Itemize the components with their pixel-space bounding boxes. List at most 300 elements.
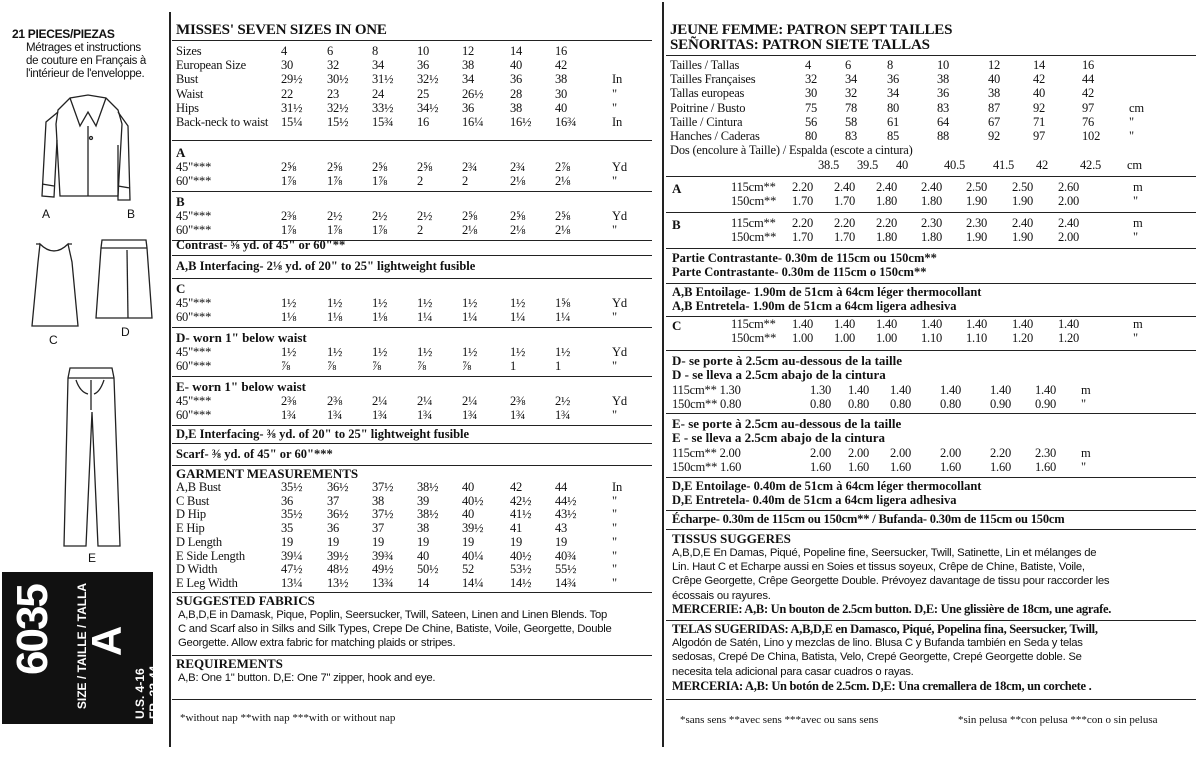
row-value: 4: [281, 44, 288, 58]
row-unit: Yd: [612, 160, 627, 174]
row-value: 2.20: [990, 446, 1012, 460]
section-rule: [666, 55, 1196, 56]
row-value: 31½: [372, 72, 394, 87]
row-value: 8: [372, 44, 379, 58]
row-unit: ": [612, 86, 617, 101]
row-value: 4: [805, 58, 812, 72]
row-value: 8: [887, 58, 894, 72]
row-value: 2.40: [876, 180, 898, 194]
row-value: 2.30: [921, 216, 943, 230]
row-value: 1: [510, 359, 517, 373]
row-value: 1¾: [281, 408, 297, 422]
row-value: 47½: [281, 562, 303, 577]
row-value: 1⅞: [281, 223, 297, 237]
row-value: 2⅜: [510, 394, 526, 408]
row-value: 1¾: [462, 408, 478, 422]
row-unit: ": [612, 223, 617, 237]
row-value: 2.40: [921, 180, 943, 194]
row-value: 2⅝: [372, 160, 388, 174]
row-value: 48½: [327, 562, 349, 577]
jeune-title-es: SEÑORITAS: PATRON SIETE TALLAS: [670, 37, 930, 53]
row-value: 80: [805, 129, 818, 143]
row-value: 1.60: [990, 460, 1012, 474]
mercerie-text: MERCERIE: A,B: Un bouton de 2.5cm button. D,E: Une glissière de 18cm, une agrafe.: [672, 602, 1112, 616]
contrast-fr: Partie Contrastante- 0.30m de 115cm ou 150cm**: [672, 251, 937, 265]
row-value: 34: [887, 86, 900, 101]
de-entoilage-fr: D,E Entoilage- 0.40m de 51cm à 64cm léger thermocollant: [672, 479, 982, 493]
row-label: Tailles Françaises: [670, 72, 756, 87]
row-value: 2½: [417, 209, 433, 223]
de-entretela-es: D,E Entretela- 0.40m de 51cm a 64cm ligera adhesiva: [672, 493, 957, 507]
row-value: 1.60: [1035, 460, 1057, 474]
section-rule: [172, 376, 652, 377]
row-value: 55½: [555, 562, 577, 577]
row-value: ⅞: [327, 359, 337, 373]
row-label: Tallas europeas: [670, 86, 745, 101]
row-value: 22: [281, 86, 294, 101]
row-value: 35½: [281, 480, 303, 494]
row-value: 1½: [372, 345, 388, 359]
row-unit: m: [1081, 446, 1091, 460]
row-value: 30: [555, 86, 568, 101]
row-label: C Bust: [176, 493, 210, 508]
row-value: 61: [887, 114, 900, 129]
row-value: ⅞: [462, 359, 472, 373]
row-value: 30: [281, 58, 294, 73]
row-value: 1¾: [327, 408, 343, 422]
telas-text-line: Algodón de Satén, Lino y mezclas de lino. Blusa C y Bufanda también en Seda y telas: [672, 637, 1083, 650]
row-value: 42: [555, 58, 568, 73]
left-column-divider: [169, 12, 171, 747]
row-value: 1.70: [792, 230, 814, 244]
dos-value: 40.5: [944, 158, 966, 172]
row-value: 78: [845, 100, 858, 115]
row-label: 150cm** 0.80: [672, 397, 742, 411]
row-value: 0.90: [1035, 397, 1057, 411]
row-value: 16¼: [462, 115, 484, 129]
row-value: 40: [417, 548, 430, 563]
row-value: 2: [417, 174, 424, 188]
size-letter: A: [83, 625, 130, 657]
de-interfacing-note: D,E Interfacing- ⅜ yd. of 20" to 25" lightweight fusible: [176, 427, 470, 441]
row-label: E Side Length: [176, 548, 245, 563]
row-unit: ": [612, 575, 617, 590]
contrast-es: Parte Contrastante- 0.30m de 115cm o 150cm**: [672, 265, 927, 279]
row-value: 92: [988, 129, 1001, 143]
row-unit: ": [1133, 230, 1138, 244]
dos-unit: cm: [1127, 158, 1142, 172]
row-value: 1.20: [1058, 331, 1080, 345]
section-rule: [172, 40, 652, 41]
section-rule: [666, 248, 1196, 249]
row-value: 1¾: [417, 408, 433, 422]
row-value: 41½: [510, 507, 532, 522]
row-value: 12: [988, 58, 1001, 72]
row-value: 38: [510, 100, 523, 115]
section-rule: [666, 350, 1196, 351]
row-value: 2⅝: [327, 160, 343, 174]
row-value: 14: [510, 44, 523, 58]
row-value: 29½: [281, 72, 303, 87]
garment-measurements-title: GARMENT MEASUREMENTS: [176, 466, 359, 481]
row-value: 40: [462, 480, 475, 494]
row-value: 2.30: [1035, 446, 1057, 460]
row-value: 2.00: [810, 446, 832, 460]
section-title: C: [672, 318, 682, 333]
row-value: 40: [555, 100, 568, 115]
row-label: 60"***: [176, 408, 212, 422]
row-value: 40: [462, 507, 475, 522]
dos-value: 41.5: [993, 158, 1015, 172]
row-value: 2.00: [890, 446, 912, 460]
section-rule: [172, 191, 652, 192]
row-value: 58: [845, 114, 858, 129]
row-value: 75: [805, 100, 818, 115]
row-value: 14: [1033, 58, 1046, 72]
fabrics-text-line: A,B,D,E in Damask, Pique, Poplin, Seersucker, Twill, Sateen, Linen and Linen Blends. Top: [178, 609, 608, 621]
dos-value: 39.5: [857, 158, 879, 172]
misses-footnote: *without nap **with nap ***with or without nap: [180, 712, 396, 724]
row-value: 0.80: [848, 397, 870, 411]
misses-title: MISSES' SEVEN SIZES IN ONE: [176, 22, 387, 38]
row-value: 39¾: [372, 548, 394, 563]
row-value: 36: [281, 493, 294, 508]
row-value: 1.70: [834, 194, 856, 208]
row-value: 2.30: [966, 216, 988, 230]
row-value: 13½: [327, 575, 349, 590]
row-value: 14½: [510, 575, 532, 590]
row-value: 36: [327, 521, 340, 536]
view-d-skirt-drawing: [96, 240, 152, 318]
row-unit: In: [612, 480, 623, 494]
row-unit: ": [612, 174, 617, 188]
row-value: 32½: [327, 100, 349, 115]
row-value: 6: [327, 44, 334, 58]
tissus-text-line: Crêpe Georgette, Crêpe Georgette Double. Prévoyez davantage de tissu pour raccorder les: [672, 575, 1110, 588]
row-value: 2.40: [1012, 216, 1034, 230]
fr-instr-line: l'intérieur de l'enveloppe.: [26, 68, 145, 80]
row-value: 1.70: [792, 194, 814, 208]
row-label: 45"***: [176, 345, 212, 359]
row-value: 44½: [555, 493, 577, 508]
row-value: 1.80: [876, 230, 898, 244]
row-label: Back-neck to waist: [176, 115, 269, 129]
row-value: 38: [988, 86, 1001, 101]
row-unit: ": [612, 493, 617, 508]
row-label: 150cm**: [731, 194, 777, 208]
fabrics-text-line: Georgette. Allow extra fabric for matching plaids or stripes.: [178, 637, 456, 650]
row-value: 36: [887, 72, 900, 87]
row-value: 38: [372, 493, 385, 508]
row-value: 37½: [372, 507, 394, 522]
row-value: 37: [372, 521, 385, 536]
row-label: D Width: [176, 562, 218, 577]
section-rule: [666, 699, 1196, 700]
row-value: 50½: [417, 562, 439, 577]
row-value: 85: [887, 129, 900, 143]
row-label: Bust: [176, 72, 199, 87]
row-value: 1.00: [876, 331, 898, 345]
requirements-title: REQUIREMENTS: [176, 656, 283, 671]
row-value: 19: [555, 534, 568, 549]
row-label: 150cm**: [731, 230, 777, 244]
row-value: 36½: [327, 507, 349, 522]
row-value: 14¼: [462, 575, 484, 590]
row-value: 53½: [510, 562, 532, 577]
row-value: 28: [510, 86, 523, 101]
row-label: Hanches / Caderas: [670, 129, 760, 143]
section-rule: [666, 477, 1196, 478]
row-value: 42: [1033, 72, 1046, 87]
row-value: 2½: [555, 394, 571, 408]
section-title: E- worn 1" below waist: [176, 379, 306, 394]
dos-value: 40: [896, 158, 909, 172]
row-unit: m: [1133, 180, 1143, 194]
row-value: 16½: [510, 115, 532, 129]
requirements-text: A,B: One 1" button. D,E: One 7" zipper, hook and eye.: [178, 672, 436, 684]
garment-line-drawings: [0, 0, 170, 600]
fr-instr-line: Métrages et instructions: [26, 42, 141, 54]
row-value: 1.40: [792, 317, 814, 331]
section-rule: [666, 413, 1196, 414]
row-label: 45"***: [176, 394, 212, 408]
row-value: 33½: [372, 100, 394, 115]
tissus-text-line: A,B,D,E En Damas, Piqué, Popeline fine, Seersucker, Twill, Satinette, Lin et mélanges de: [672, 547, 1097, 559]
scarf-note: Scarf- ⅜ yd. of 45" or 60"***: [176, 447, 333, 461]
row-value: 1½: [281, 296, 297, 310]
row-value: 2¾: [462, 160, 478, 174]
row-value: 1.80: [921, 194, 943, 208]
row-value: 2.60: [1058, 180, 1080, 194]
row-value: 40: [510, 58, 523, 73]
row-unit: m: [1133, 216, 1143, 230]
row-value: 2⅜: [281, 209, 297, 223]
row-value: 32: [327, 58, 340, 73]
row-value: 1½: [462, 345, 478, 359]
row-value: 1¾: [555, 408, 571, 422]
row-value: 35: [281, 521, 294, 536]
row-label: 115cm** 2.00: [672, 446, 741, 460]
row-value: 35½: [281, 507, 303, 522]
row-value: 12: [462, 44, 475, 58]
row-value: 37: [327, 493, 340, 508]
row-label: 60"***: [176, 310, 212, 324]
row-label: A,B Bust: [176, 480, 221, 494]
row-value: 16: [555, 44, 568, 58]
row-value: 0.80: [810, 397, 832, 411]
row-value: 1.90: [966, 230, 988, 244]
size-label: SIZE / TAILLE / TALLA: [75, 582, 89, 710]
row-label: 60"***: [176, 174, 212, 188]
row-unit: In: [612, 115, 623, 129]
row-value: 1½: [281, 345, 297, 359]
row-value: 2⅝: [462, 209, 478, 223]
row-value: 1.30: [810, 383, 832, 397]
row-value: 97: [1033, 129, 1046, 143]
row-value: 19: [327, 534, 340, 549]
row-value: 1½: [327, 345, 343, 359]
row-value: 2⅝: [417, 160, 433, 174]
ab-interfacing-note: A,B Interfacing- 2⅛ yd. of 20" to 25" lightweight fusible: [176, 259, 476, 273]
row-value: 83: [937, 100, 950, 115]
row-label: 150cm**: [731, 331, 777, 345]
row-value: 44: [555, 480, 568, 494]
row-value: 2¼: [417, 394, 433, 408]
row-label: Hips: [176, 100, 199, 115]
row-label: 45"***: [176, 296, 212, 310]
row-value: 2.40: [834, 180, 856, 194]
row-value: 1.40: [1058, 317, 1080, 331]
view-c-top-drawing: [32, 244, 78, 326]
row-unit: ": [612, 534, 617, 549]
fabrics-text-line: C and Scarf also in Silks and Silk Types, Crepe De Chine, Batiste, Voile, Georgette, Double: [178, 623, 612, 636]
row-value: 2⅝: [555, 209, 571, 223]
telas-text-line: TELAS SUGERIDAS: A,B,D,E en Damasco, Piqué, Popelina fina, Seersucker, Twill,: [672, 622, 1098, 636]
row-value: 13¾: [372, 575, 394, 590]
row-value: 2⅛: [510, 223, 526, 237]
row-value: 1.10: [966, 331, 988, 345]
row-value: 36: [937, 86, 950, 101]
row-unit: ": [612, 562, 617, 577]
tissus-text-line: écossais ou rayures.: [672, 589, 771, 602]
row-value: 1⅞: [372, 174, 388, 188]
row-value: 1.60: [890, 460, 912, 474]
row-value: 87: [988, 100, 1001, 115]
row-label: Poitrine / Busto: [670, 100, 746, 115]
row-value: 15¾: [372, 115, 394, 129]
row-value: 67: [988, 114, 1001, 129]
row-value: 40: [1033, 86, 1046, 101]
row-value: 64: [937, 114, 950, 129]
dos-value: 42.5: [1080, 158, 1102, 172]
row-value: 15¼: [281, 115, 303, 129]
row-label: 60"***: [176, 223, 212, 237]
section-title: B: [176, 194, 185, 209]
jeune-title-fr: JEUNE FEMME: PATRON SEPT TAILLES: [670, 22, 953, 38]
row-value: 1.90: [966, 194, 988, 208]
row-value: ⅞: [372, 359, 382, 373]
row-value: 42: [510, 480, 523, 494]
row-value: 1.40: [990, 383, 1012, 397]
row-value: 2.40: [1058, 216, 1080, 230]
row-value: 2¼: [372, 394, 388, 408]
row-value: 32: [845, 86, 858, 101]
row-value: 2⅜: [281, 394, 297, 408]
row-value: 1½: [510, 345, 526, 359]
row-value: 34: [372, 58, 385, 73]
row-value: 2.20: [792, 216, 814, 230]
row-value: 1⅛: [372, 310, 388, 324]
view-label-b: B: [127, 207, 136, 221]
row-value: 2.00: [1058, 230, 1080, 244]
row-value: 10: [937, 58, 950, 72]
row-value: 44: [1082, 72, 1095, 87]
row-value: 43: [555, 521, 568, 536]
row-value: 1.90: [1012, 194, 1034, 208]
row-value: 1.40: [876, 317, 898, 331]
row-value: 1⅞: [327, 223, 343, 237]
row-value: 1.00: [792, 331, 814, 345]
dos-value: 42: [1036, 158, 1049, 172]
row-value: 40½: [462, 493, 484, 508]
row-value: 1¼: [555, 310, 571, 324]
size-range-us: U.S. 4-16: [133, 668, 147, 719]
section-rule: [172, 425, 652, 426]
section-rule: [172, 327, 652, 328]
section-title: B: [672, 217, 681, 232]
row-value: 1.70: [834, 230, 856, 244]
row-value: 38½: [417, 507, 439, 522]
row-label: 45"***: [176, 209, 212, 223]
row-value: 97: [1082, 100, 1095, 115]
row-value: 2.20: [834, 216, 856, 230]
row-unit: m: [1133, 317, 1143, 331]
row-value: 19: [510, 534, 523, 549]
row-value: 1½: [462, 296, 478, 310]
view-label-c: C: [49, 333, 58, 347]
row-value: 31½: [281, 100, 303, 115]
center-column-divider: [662, 2, 664, 747]
row-value: 0.80: [940, 397, 962, 411]
row-value: 24: [372, 86, 385, 101]
row-label: European Size: [176, 58, 246, 73]
row-value: 19: [417, 534, 430, 549]
section-title: C: [176, 281, 186, 296]
row-value: 1½: [417, 296, 433, 310]
footnote-es: *sin pelusa **con pelusa ***con o sin pelusa: [958, 714, 1158, 726]
row-value: 2⅛: [462, 223, 478, 237]
row-value: 2.50: [966, 180, 988, 194]
row-value: 52: [462, 562, 475, 577]
row-label: Tailles / Tallas: [670, 58, 740, 72]
merceria-text: MERCERIA: A,B: Un botón de 2.5cm. D,E: Una cremallera de 18cm, un corchete .: [672, 679, 1092, 693]
row-value: 36: [510, 72, 523, 87]
row-value: 102: [1082, 129, 1101, 143]
row-value: 1.40: [921, 317, 943, 331]
e-note-es: E - se lleva a 2.5cm abajo de la cintura: [672, 430, 886, 445]
row-value: 1.40: [1012, 317, 1034, 331]
row-value: 71: [1033, 114, 1046, 129]
row-value: 16: [417, 115, 430, 129]
row-value: 2.00: [848, 446, 870, 460]
row-value: 2⅜: [327, 394, 343, 408]
row-value: 40½: [510, 548, 532, 563]
contrast-note: Contrast- ⅝ yd. of 45" or 60"**: [176, 238, 346, 252]
section-rule: [666, 283, 1196, 284]
section-title: D- worn 1" below waist: [176, 330, 307, 345]
row-value: 38: [462, 58, 475, 73]
section-rule: [172, 443, 652, 444]
row-value: 56: [805, 114, 818, 129]
row-label: 115cm**: [731, 317, 776, 331]
row-unit: Yd: [612, 345, 627, 359]
echarpe-bufanda-note: Écharpe- 0.30m de 115cm ou 150cm** / Bufanda- 0.30m de 115cm ou 150cm: [672, 512, 1065, 526]
e-note-fr: E- se porte à 2.5cm au-dessous de la taille: [672, 416, 902, 431]
row-value: 39½: [327, 548, 349, 563]
row-unit: ": [612, 548, 617, 563]
row-value: 2.00: [940, 446, 962, 460]
row-label: 45"***: [176, 160, 212, 174]
row-value: 2: [462, 174, 469, 188]
row-value: 32½: [417, 72, 439, 87]
fr-instr-line: de couture en Français à: [26, 55, 147, 67]
row-value: 1.60: [810, 460, 832, 474]
row-value: 19: [372, 534, 385, 549]
row-unit: cm: [1129, 100, 1144, 115]
row-unit: ": [612, 359, 617, 373]
row-unit: ": [1081, 397, 1086, 411]
telas-text-line: sedosas, Crepé De China, Batista, Velo, Crepé Georgette, Crepé Georgette doble. Se: [672, 651, 1082, 664]
